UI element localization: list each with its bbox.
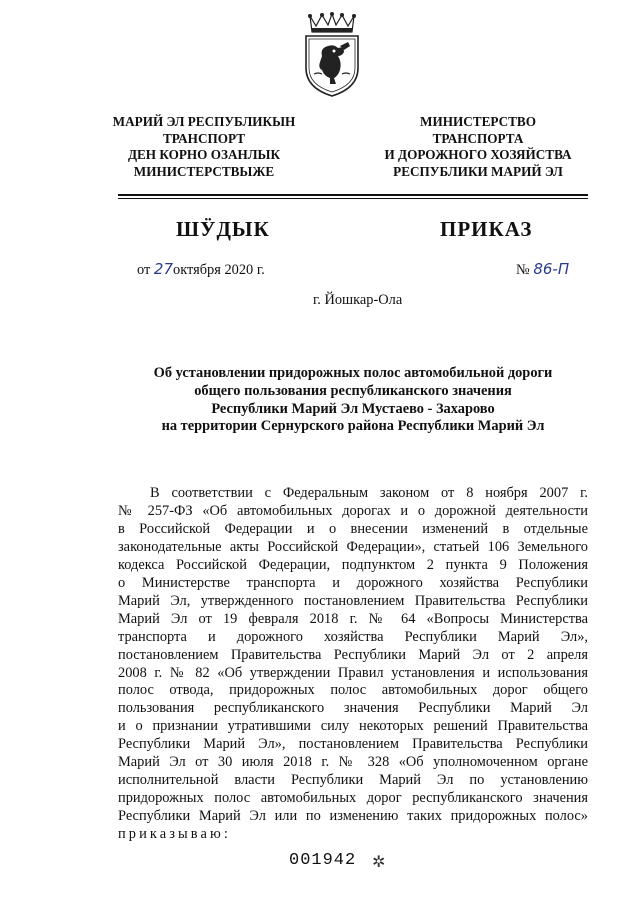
body-line: полос отвода, придорожных полос автомобильных дорог общего [118, 682, 588, 699]
city: г. Йошкар-Ола [313, 292, 403, 308]
body-line: 2008 г. № 82 «Об утверждении Правил установления и использования [118, 664, 588, 681]
seal-mark-icon: ✲ [372, 854, 386, 871]
title-line: на территории Сернурского района Республики Марий Эл [161, 418, 545, 435]
document-date [137, 260, 265, 279]
date-rest: октября 2020 г. [173, 262, 265, 278]
body-line: о Министерстве транспорта и дорожного хозяйства Республики [118, 574, 588, 591]
body-line: законодательные акты Российской Федерации», статьей 106 Земельного [118, 538, 588, 555]
header-right-line: РЕСПУБЛИКИ МАРИЙ ЭЛ [393, 163, 563, 179]
body-line: Республики Марий Эл или по изменению таких придорожных полос» [118, 808, 588, 825]
body-line: Марий Эл от 30 июля 2018 г. № 328 «Об уполномоченном органе [118, 754, 588, 771]
header-divider [118, 198, 588, 199]
title-line: Республики Марий Эл Мустаево - Захарово [211, 400, 495, 417]
body-line: № 257-ФЗ «Об автомобильных дорогах и о дорожной деятельности [118, 502, 588, 519]
doc-type-mari: ШӰДЫК [176, 217, 270, 241]
body-line: придорожных полос автомобильных дорог республиканского значения [118, 790, 588, 807]
body-line: в Российской Федерации и о внесении изменений в отдельные [118, 520, 588, 537]
serial-number: 001942 [289, 851, 357, 870]
header-divider [118, 194, 588, 196]
body-line: Марий Эл от 19 февраля 2018 г. № 64 «Вопросы Министерства [118, 610, 588, 627]
title-line: Об установлении придорожных полос автомобильной дороги [153, 365, 553, 381]
header-left-line: МИНИСТЕРСТВЫЖЕ [133, 163, 275, 179]
ministry-name-mari [100, 114, 308, 180]
body-line: и о признании утратившими силу некоторых решений Правительства [118, 718, 588, 735]
body-line: Марий Эл, утвержденного постановлением Правительства Республики [118, 592, 588, 609]
header-right-line: МИНИСТЕРСТВО [420, 114, 536, 129]
body-line: Республики Марий Эл», постановлением Правительства Республики [118, 736, 588, 753]
body-line-order: приказываю: [118, 826, 231, 843]
document-title [118, 365, 588, 436]
number-prefix: № [516, 262, 530, 278]
ministry-name-russian [370, 114, 586, 180]
date-day-handwritten: 27 [153, 260, 173, 278]
date-prefix: от [137, 262, 151, 278]
body-line: кодекса Российской Федерации, подпунктом 2 пункта 9 Положения [118, 556, 588, 573]
body-line: транспорта и дорожного хозяйства Республики Марий Эл», [118, 628, 588, 645]
doc-type-russian: ПРИКАЗ [440, 217, 533, 241]
body-line: пользования республиканского значения Республики Марий Эл [118, 700, 588, 717]
body-line: В соответствии с Федеральным законом от 8 ноября 2007 г. [150, 485, 588, 501]
number-value-handwritten: 86-П [533, 260, 570, 278]
document-number [516, 260, 569, 279]
body-line: исполнительной власти Республики Марий Эл по установлению [118, 772, 588, 789]
header-right-line: ТРАНСПОРТА [432, 130, 524, 146]
coat-of-arms-icon [298, 12, 366, 98]
header-left-line: МАРИЙ ЭЛ РЕСПУБЛИКЫН [112, 114, 296, 129]
header-left-line: ДЕН КОРНО ОЗАНЛЫК [127, 147, 281, 163]
header-right-line: И ДОРОЖНОГО ХОЗЯЙСТВА [384, 147, 572, 163]
header-left-line: ТРАНСПОРТ [163, 130, 245, 146]
body-line: постановлением Правительства Республики Марий Эл от 2 апреля [118, 646, 588, 663]
body-text [118, 485, 588, 844]
title-line: общего пользования республиканского значения [194, 382, 512, 399]
